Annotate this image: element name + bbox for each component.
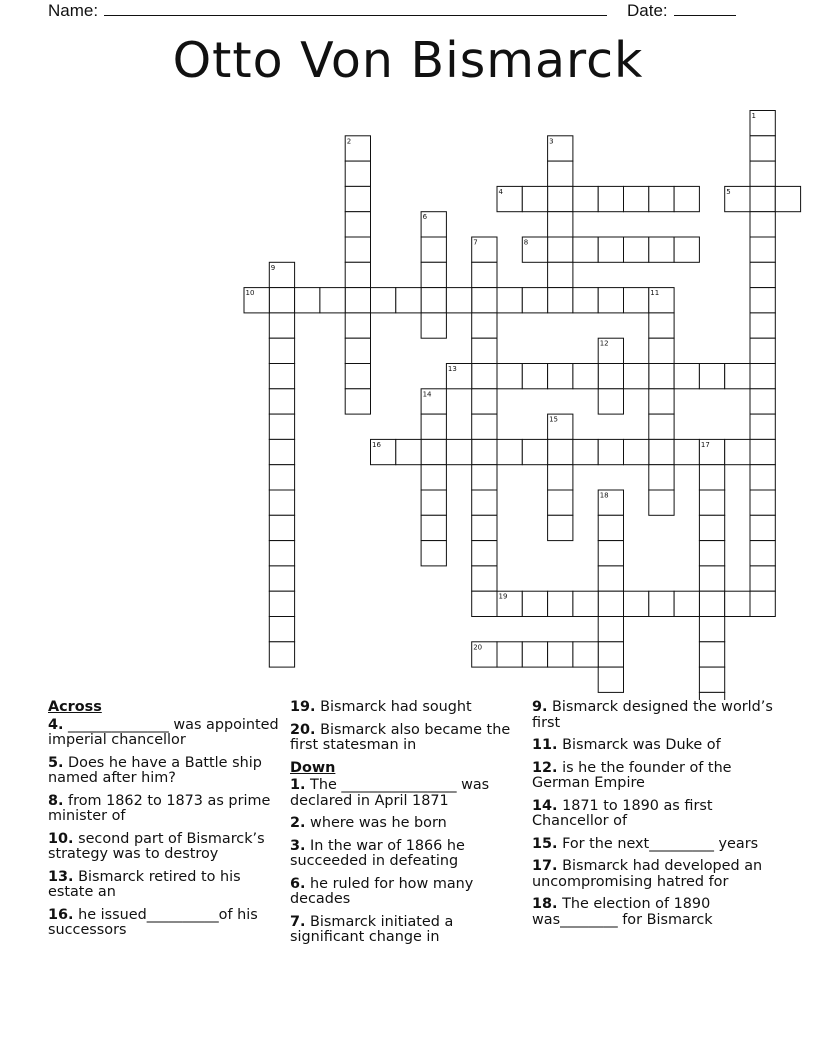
clue-number: 11. [532,737,558,753]
grid-cell[interactable] [269,313,294,338]
clue-text: In the war of 1866 he succeeded in defeating [290,837,465,869]
grid-cell[interactable] [649,237,674,262]
grid-cell[interactable] [345,262,370,287]
page-title: Otto Von Bismarck [172,32,644,89]
grid-cell[interactable] [269,288,294,313]
grid-cell[interactable] [598,439,623,464]
clue-item [48,756,288,787]
grid-cell[interactable] [345,186,370,211]
clue-number-label: 19 [498,592,508,601]
clue-number: 5. [48,754,64,771]
clue-number-label: 7 [473,238,478,247]
grid-cell[interactable] [497,364,522,389]
grid-cell[interactable] [573,237,598,262]
clue-number-label: 9 [270,263,276,272]
clue-text: Bismarck designed the world’s first [532,699,773,731]
grid-cell[interactable] [548,288,573,313]
grid-cell[interactable] [497,288,522,313]
grid-cell[interactable] [345,212,370,237]
clue-number-label: 1 [751,112,756,120]
grid-cell[interactable] [421,465,446,490]
grid-cell[interactable] [750,465,775,490]
grid-cell[interactable] [750,186,775,211]
clue-number-label: 14 [422,390,432,399]
grid-cell[interactable] [269,541,294,566]
grid-cell[interactable] [421,439,446,464]
clue-text: Bismarck had developed an uncompromising hatred for [532,858,763,890]
grid-cell[interactable] [649,338,674,363]
grid-cell[interactable] [269,389,294,414]
grid-cell[interactable] [472,414,497,439]
clue-number: 3. [290,837,306,854]
clue-number: 8. [48,792,64,809]
grid-cell[interactable] [699,591,724,616]
clue-number: 10. [48,830,74,847]
grid-cell[interactable] [421,313,446,338]
clue-item [532,859,777,890]
grid-cell[interactable] [598,617,623,642]
grid-cell[interactable] [472,288,497,313]
grid-cell[interactable] [573,642,598,667]
clue-text: from 1862 to 1873 as prime minister of [48,792,271,824]
grid-cell[interactable] [674,439,699,464]
clue-item [532,837,777,853]
clue-number-label: 6 [422,213,428,222]
grid-cell[interactable] [421,237,446,262]
grid-cell[interactable] [573,288,598,313]
clue-text: 1871 to 1890 as first Chancellor of [532,797,713,829]
grid-cell[interactable] [775,186,800,211]
grid-cell[interactable] [598,642,623,667]
grid-cell[interactable] [269,515,294,540]
grid-cell[interactable] [269,414,294,439]
grid-cell[interactable] [548,490,573,515]
clue-number-label: 16 [372,440,381,449]
grid-cell[interactable] [522,439,547,464]
grid-cell[interactable] [421,288,446,313]
clues-column-3 [532,700,777,935]
grid-cell[interactable] [699,490,724,515]
clue-number: 13. [48,868,74,885]
grid-cell[interactable] [649,490,674,515]
clue-number: 2. [290,815,306,831]
grid-cell[interactable] [269,338,294,363]
grid-cell[interactable] [624,439,649,464]
grid-cell[interactable] [750,389,775,414]
clue-number-label: 2 [346,137,352,146]
grid-cell[interactable] [522,591,547,616]
clue-item [290,778,530,809]
grid-cell[interactable] [573,186,598,211]
grid-cell[interactable] [750,591,775,616]
grid-cell[interactable] [345,364,370,389]
grid-cell[interactable] [699,617,724,642]
grid-cell[interactable] [598,389,623,414]
grid-cell[interactable] [674,364,699,389]
grid-cell[interactable] [472,364,497,389]
grid-cell[interactable] [750,237,775,262]
down-heading: Down [290,759,336,776]
grid-cell[interactable] [598,288,623,313]
grid-cell[interactable] [725,591,750,616]
grid-cell[interactable] [750,262,775,287]
grid-cell[interactable] [522,642,547,667]
grid-cell[interactable] [345,237,370,262]
grid-cell[interactable] [750,288,775,313]
clue-text: Bismarck was Duke of [557,737,721,753]
clue-number-label: 10 [245,289,255,298]
clue-number: 17. [532,858,558,874]
grid-cell[interactable] [548,439,573,464]
across-heading: Across [48,699,102,715]
grid-cell[interactable] [269,439,294,464]
clue-text: where was he born [305,815,447,831]
grid-cell[interactable] [522,364,547,389]
grid-cell[interactable] [421,262,446,287]
grid-cell[interactable] [396,288,421,313]
grid-cell[interactable] [548,237,573,262]
clue-item [532,799,777,830]
grid-cell[interactable] [649,186,674,211]
grid-cell[interactable] [548,465,573,490]
grid-cell[interactable] [472,566,497,591]
grid-cell[interactable] [472,262,497,287]
date-label: Date: [627,1,668,20]
clue-text: second part of Bismarck’s strategy was to destroy [48,830,265,862]
grid-cell[interactable] [750,515,775,540]
grid-cell[interactable] [472,541,497,566]
clues-column-1 [48,700,288,946]
clue-number: 19. [290,699,316,715]
grid-cell[interactable] [396,439,421,464]
grid-cell[interactable] [472,338,497,363]
clue-number-label: 3 [549,137,554,146]
grid-cell[interactable] [649,465,674,490]
grid-cell[interactable] [750,439,775,464]
clue-item [290,816,530,832]
grid-cell[interactable] [699,541,724,566]
clue-item [290,839,530,870]
grid-cell[interactable] [624,237,649,262]
clue-number-label: 18 [599,491,609,500]
clue-item [532,897,777,928]
grid-cell[interactable] [345,313,370,338]
grid-cell[interactable] [421,541,446,566]
grid-cell[interactable] [573,439,598,464]
grid-cell[interactable] [725,439,750,464]
grid-cell[interactable] [649,313,674,338]
clue-number-label: 11 [650,289,660,298]
grid-cell[interactable] [624,364,649,389]
grid-cell[interactable] [573,591,598,616]
grid-cell[interactable] [472,313,497,338]
grid-cell[interactable] [548,262,573,287]
grid-cell[interactable] [750,136,775,161]
grid-cell[interactable] [472,389,497,414]
grid-cell[interactable] [472,490,497,515]
grid-cell[interactable] [750,414,775,439]
grid-cell[interactable] [674,237,699,262]
clue-number: 20. [290,721,316,738]
grid-cell[interactable] [598,591,623,616]
grid-cell[interactable] [649,439,674,464]
grid-cell[interactable] [548,161,573,186]
grid-cell[interactable] [269,364,294,389]
grid-cell[interactable] [649,389,674,414]
grid-cell[interactable] [269,465,294,490]
grid-cell[interactable] [750,313,775,338]
clue-item [290,700,530,716]
grid-cell[interactable] [497,439,522,464]
clue-item [48,718,288,749]
clue-text: Does he have a Battle ship named after him? [48,754,262,786]
grid-cell[interactable] [548,364,573,389]
clue-number: 6. [290,875,306,892]
grid-cell[interactable] [750,364,775,389]
clues-column-2 [290,700,530,953]
grid-cell[interactable] [548,212,573,237]
clue-number: 4. [48,716,64,733]
clue-text: ______________ was appointed imperial chancellor [48,716,279,748]
clue-number: 1. [290,777,306,793]
name-label: Name: [48,1,99,20]
grid-cell[interactable] [699,566,724,591]
clue-item [290,723,530,754]
clue-text: Bismarck had sought [315,699,472,715]
grid-cell[interactable] [472,591,497,616]
clue-number-label: 5 [726,187,731,196]
grid-cell[interactable] [649,414,674,439]
clue-item [48,908,288,939]
clue-item [48,832,288,863]
clue-text: Bismarck initiated a significant change in [290,913,454,945]
grid-cell[interactable] [750,490,775,515]
grid-cell[interactable] [472,515,497,540]
grid-cell[interactable] [598,237,623,262]
grid-cell[interactable] [446,288,471,313]
grid-cell[interactable] [649,364,674,389]
grid-cell[interactable] [522,186,547,211]
grid-cell[interactable] [548,186,573,211]
clue-text: is he the founder of the German Empire [532,759,732,791]
grid-cell[interactable] [548,642,573,667]
grid-cell[interactable] [345,288,370,313]
clue-number-label: 15 [549,415,559,424]
grid-cell[interactable] [269,591,294,616]
grid-cell[interactable] [699,465,724,490]
grid-cell[interactable] [472,465,497,490]
grid-cell[interactable] [345,161,370,186]
grid-cell[interactable] [320,288,345,313]
grid-cell[interactable] [573,364,598,389]
clue-text: Bismarck also became the first statesman in [290,721,511,753]
grid-cell[interactable] [598,186,623,211]
clue-number-label: 20 [473,643,483,652]
grid-cell[interactable] [699,364,724,389]
clue-text: The ________________ was declared in April 1871 [290,777,490,809]
grid-cell[interactable] [624,186,649,211]
grid-cell[interactable] [548,515,573,540]
grid-cell[interactable] [421,515,446,540]
clue-number-label: 13 [447,365,457,373]
grid-cell[interactable] [598,364,623,389]
grid-cell[interactable] [269,642,294,667]
grid-cell[interactable] [598,515,623,540]
grid-cell[interactable] [750,566,775,591]
clue-number-label: 17 [700,440,710,449]
grid-cell[interactable] [548,591,573,616]
clue-item [532,738,777,754]
grid-cell[interactable] [750,161,775,186]
clue-item [290,877,530,908]
grid-cell[interactable] [345,389,370,414]
clue-item [290,915,530,946]
clue-number: 15. [532,835,558,852]
grid-cell[interactable] [750,338,775,363]
clue-number-label: 8 [523,238,529,247]
clue-number-label: 4 [498,187,503,196]
grid-cell[interactable] [522,288,547,313]
clue-text: For the next_________ years [557,835,759,852]
clue-number: 9. [532,699,548,715]
grid-cell[interactable] [699,515,724,540]
grid-cell[interactable] [624,288,649,313]
grid-cell[interactable] [674,591,699,616]
clue-number: 7. [290,913,306,930]
clue-number: 16. [48,906,74,923]
clue-number: 12. [532,759,558,776]
grid-cell[interactable] [345,338,370,363]
grid-cell[interactable] [649,591,674,616]
grid-cell[interactable] [598,541,623,566]
grid-cell[interactable] [421,490,446,515]
grid-cell[interactable] [497,642,522,667]
grid-cell[interactable] [269,490,294,515]
clue-item [48,870,288,901]
grid-cell[interactable] [371,288,396,313]
clue-item [532,761,777,792]
grid-cell[interactable] [725,364,750,389]
grid-cell[interactable] [699,667,724,692]
clue-text: he issued__________of his successors [48,906,258,938]
grid-cell[interactable] [750,212,775,237]
grid-cell[interactable] [269,617,294,642]
clue-item [48,794,288,825]
clue-text: he ruled for how many decades [290,875,474,907]
clue-number: 18. [532,896,558,912]
grid-cell[interactable] [421,414,446,439]
clue-item [532,700,777,731]
grid-cell[interactable] [674,186,699,211]
grid-cell[interactable] [472,439,497,464]
grid-cell[interactable] [446,439,471,464]
grid-cell[interactable] [269,566,294,591]
grid-cell[interactable] [598,566,623,591]
grid-cell[interactable] [699,642,724,667]
grid-cell[interactable] [750,541,775,566]
clue-text: The election of 1890 was________ for Bismarck [532,896,713,928]
grid-cell[interactable] [624,591,649,616]
clue-number-label: 12 [599,339,609,348]
clue-number: 14. [532,797,558,814]
grid-cell[interactable] [295,288,320,313]
clue-text: Bismarck retired to his estate an [48,868,241,900]
grid-cell[interactable] [598,667,623,692]
